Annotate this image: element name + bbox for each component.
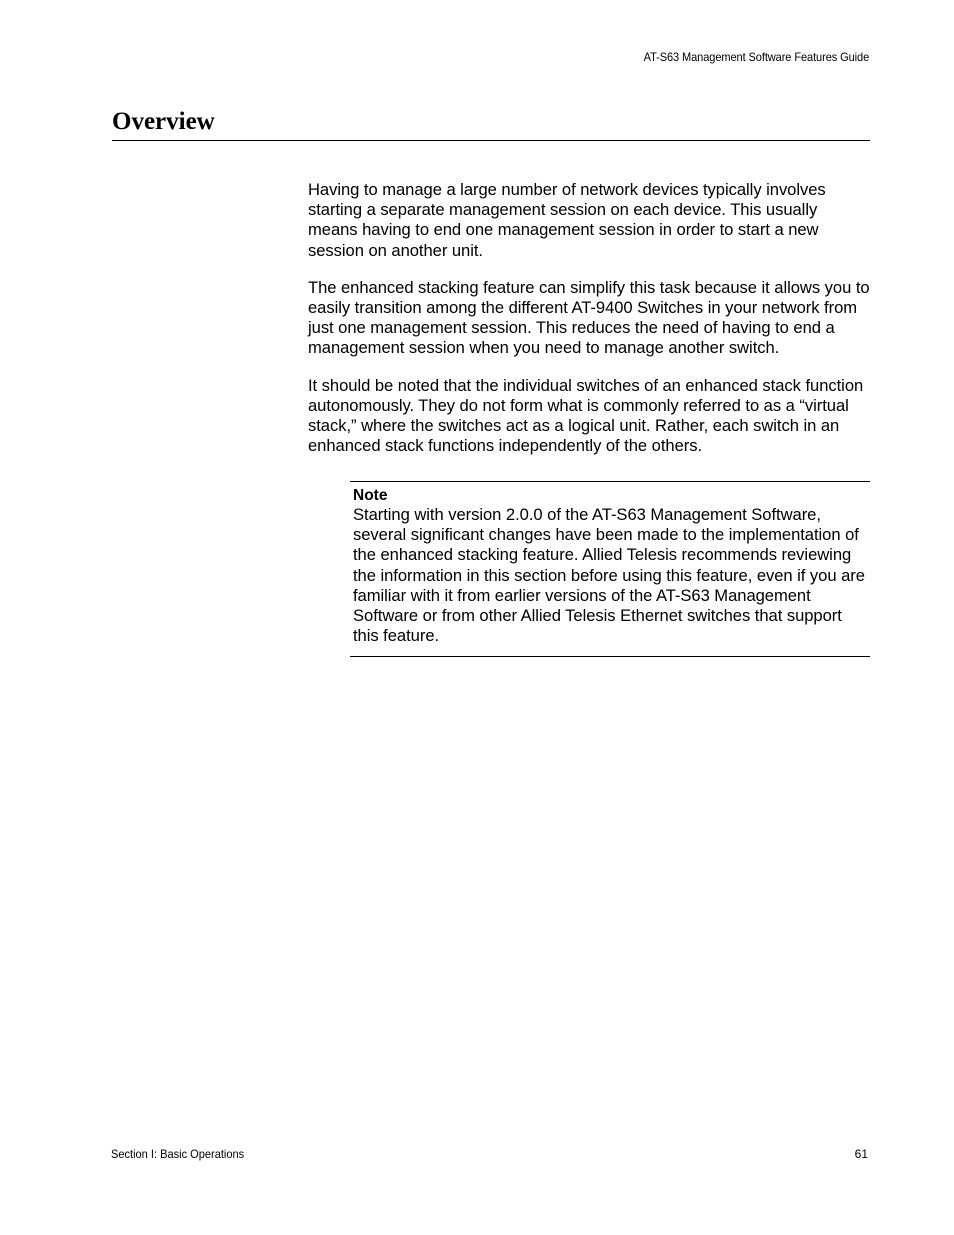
paragraph-enhanced-stacking: The enhanced stacking feature can simplify this task because it allows you to easily transition among the different AT-9400 Switches in your network from just one management session. This reduces the need of having to end a management session when you need to manage another switch.: [308, 277, 870, 358]
title-divider: [112, 140, 870, 141]
note-label: Note: [353, 487, 388, 504]
paragraph-autonomous-switches: It should be noted that the individual switches of an enhanced stack function autonomously. They do not form what is commonly referred to as a “virtual stack,” where the switches act as a logical unit. Rather, each switch in an enhanced stack functions independently of the others.: [308, 375, 864, 456]
body-text: [308, 180, 870, 473]
running-header: AT-S63 Management Software Features Guide: [643, 50, 869, 64]
page-number: 61: [854, 1147, 868, 1161]
section-title: Overview: [112, 108, 215, 135]
note-box: [350, 481, 870, 657]
note-text: Starting with version 2.0.0 of the AT-S63 Management Software, several significant changes have been made to the implementation of the enhanced stacking feature. Allied Telesis recommends reviewing the information in this section before using this feature, even if you are familiar with it from earlier versions of the AT-S63 Management Software or from other Allied Telesis Ethernet switches that support this feature.: [353, 505, 865, 646]
footer-section-label: Section I: Basic Operations: [111, 1147, 245, 1161]
paragraph-intro: Having to manage a large number of network devices typically involves starting a separate management session on each device. This usually means having to end one management session in order to start a new session on another unit.: [308, 180, 826, 260]
